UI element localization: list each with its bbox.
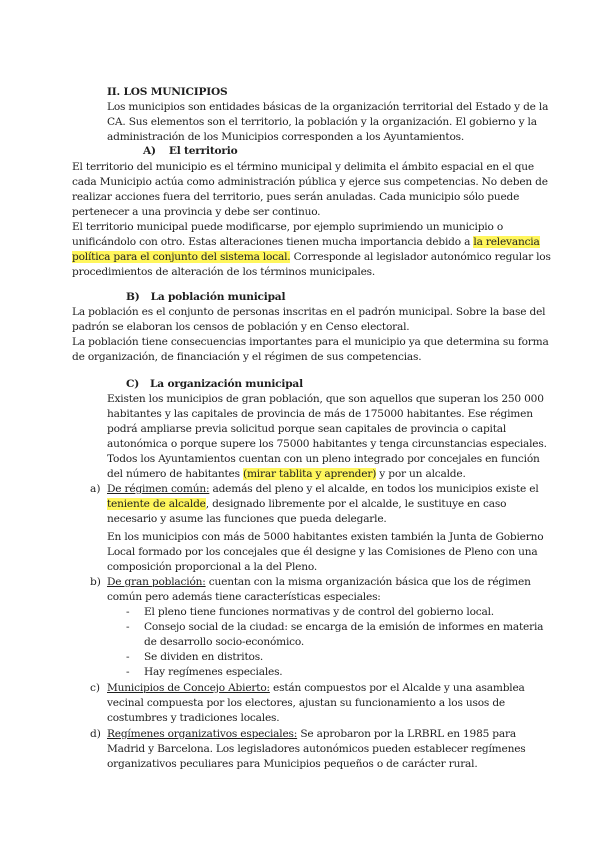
item-c-line: vecinal compuesta por los electores, ajustan su funcionamiento a los usos de — [107, 697, 505, 709]
item-label: Regímenes organizativos especiales: — [107, 728, 298, 740]
subsection-title: La población municipal — [150, 291, 286, 303]
territorio-line: cada Municipio actúa como administración pública y ejerce sus competencias. No deben de — [72, 176, 548, 188]
poblacion-line: de organización, de financiación y el régimen de sus competencias. — [72, 351, 422, 363]
bullet-item: El pleno tiene funciones normativas y de control del gobierno local. — [144, 606, 494, 618]
item-label: De régimen común: — [107, 483, 210, 495]
bullet-item: Se dividen en distritos. — [144, 651, 264, 663]
list-marker: b) — [90, 576, 101, 588]
item-c-line: costumbres y tradiciones locales. — [107, 712, 280, 724]
organizacion-line — [107, 467, 466, 482]
highlighted-text: política para el conjunto del sistema local. — [72, 251, 291, 263]
subsection-c-heading — [126, 377, 303, 392]
highlighted-text: la relevancia — [473, 236, 540, 248]
item-d-line: organizativos peculiares para Municipios pequeños o de carácter rural. — [107, 758, 478, 770]
item-b-line: común pero además tiene características especiales: — [107, 591, 381, 603]
territorio-line: pertenecer a una provincia y debe ser continuo. — [72, 206, 321, 218]
subsection-b-heading — [126, 290, 285, 305]
bullet-item: Consejo social de la ciudad: se encarga de la emisión de informes en materia — [144, 621, 544, 633]
territorio-line — [72, 250, 551, 265]
poblacion-line: padrón se elaboran los censos de población y en Censo electoral. — [72, 321, 410, 333]
intro-line: Los municipios son entidades básicas de la organización territorial del Estado y de la — [107, 101, 549, 113]
item-c-line — [107, 681, 525, 696]
highlighted-text: (mirar tablita y aprender) — [243, 468, 377, 480]
text-span: y por un alcalde. — [376, 468, 466, 480]
bullet-item: Hay regímenes especiales. — [144, 666, 283, 678]
text-span: Se aprobaron por la LRBRL en 1985 para — [297, 728, 516, 740]
territorio-line: El territorio municipal puede modificarse, por ejemplo suprimiendo un municipio o — [72, 221, 503, 233]
highlighted-text: teniente de alcalde — [107, 498, 206, 510]
list-marker: c) — [90, 682, 101, 694]
organizacion-line: Existen los municipios de gran población, que son aquellos que superan los 250 000 — [107, 393, 544, 405]
intro-line: administración de los Municipios corresponden a los Ayuntamientos. — [107, 131, 465, 143]
bullet-dash: - — [126, 651, 130, 663]
item-b-line — [107, 575, 531, 590]
territorio-line: procedimientos de alteración de los términos municipales. — [72, 266, 376, 278]
item-label: Municipios de Concejo Abierto: — [107, 682, 270, 694]
section-heading: II. LOS MUNICIPIOS — [107, 86, 228, 98]
organizacion-line: autonómica o porque supere los 75000 habitantes y tenga circunstancias especiales. — [107, 438, 547, 450]
bullet-dash: - — [126, 666, 130, 678]
text-span: del número de habitantes — [107, 468, 244, 480]
item-label: De gran población: — [107, 576, 206, 588]
subsection-marker: C) — [126, 378, 140, 390]
text-span: además del pleno y el alcalde, en todos los municipios existe el — [209, 483, 539, 495]
subsection-marker: A) — [143, 145, 156, 157]
text-span: están compuestos por el Alcalde y una asamblea — [269, 682, 525, 694]
item-a-line: Local formado por los concejales que él designe y las Comisiones de Pleno con una — [107, 546, 538, 558]
poblacion-line: La población es el conjunto de personas inscritas en el padrón municipal. Sobre la base del — [72, 306, 546, 318]
organizacion-line: habitantes y las capitales de provincia de más de 175000 habitantes. Ese régimen — [107, 408, 533, 420]
subsection-title: La organización municipal — [150, 378, 303, 390]
territorio-line: realizar acciones fuera del territorio, pues serán anuladas. Cada municipio sólo puede — [72, 191, 520, 203]
subsection-marker: B) — [126, 291, 140, 303]
item-a-line: composición proporcional a la del Pleno. — [107, 561, 317, 573]
item-a-line — [107, 482, 539, 497]
item-a-line — [107, 497, 506, 512]
bullet-item: de desarrollo socio-económico. — [144, 636, 305, 648]
intro-line: CA. Sus elementos son el territorio, la población y la organización. El gobierno y la — [107, 116, 537, 128]
subsection-title: El territorio — [168, 145, 238, 157]
text-span: , designado libremente por el alcalde, le sustituye en caso — [205, 498, 507, 510]
organizacion-line: podrá ampliarse previa solicitud porque sean capitales de provincia o capital — [107, 423, 507, 435]
text-span: unificándolo con otro. Estas alteraciones tienen mucha importancia debido a — [72, 236, 474, 248]
text-span: cuentan con la misma organización básica que los de régimen — [205, 576, 531, 588]
subsection-a-heading — [143, 144, 237, 159]
item-a-line: necesario y asume las funciones que pueda delegarle. — [107, 513, 387, 525]
list-marker: a) — [90, 483, 101, 495]
bullet-dash: - — [126, 621, 130, 633]
organizacion-line: Todos los Ayuntamientos cuentan con un pleno integrado por concejales en función — [107, 453, 540, 465]
item-d-line: Madrid y Barcelona. Los legisladores autonómicos pueden establecer regímenes — [107, 743, 526, 755]
territorio-line: El territorio del municipio es el término municipal y delimita el ámbito espacial en el que — [72, 161, 534, 173]
text-span: Corresponde al legislador autonómico regular los — [290, 251, 551, 263]
territorio-line — [72, 235, 540, 250]
poblacion-line: La población tiene consecuencias importantes para el municipio ya que determina su forma — [72, 336, 549, 348]
item-a-line: En los municipios con más de 5000 habitantes existen también la Junta de Gobierno — [107, 531, 544, 543]
list-marker: d) — [90, 728, 101, 740]
bullet-dash: - — [126, 606, 130, 618]
item-d-line — [107, 727, 516, 742]
